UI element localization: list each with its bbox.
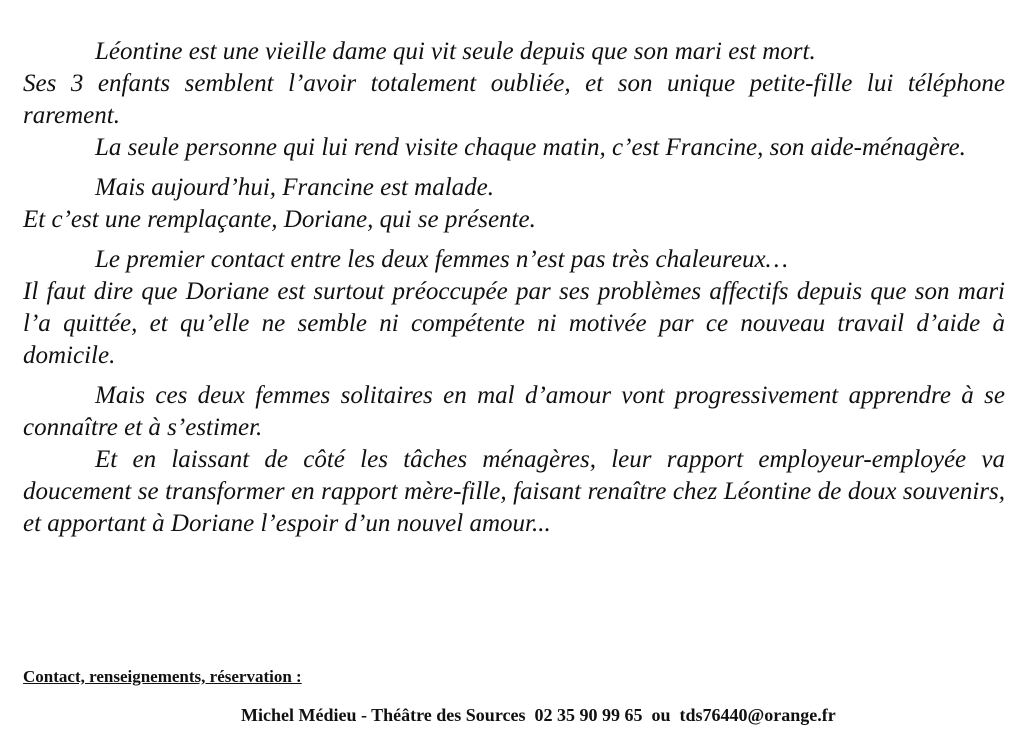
- paragraph-8: Mais ces deux femmes solitaires en mal d’amour vont progressivement apprendre à se connaître et à s’estimer.: [23, 382, 1005, 441]
- paragraph-7: Il faut dire que Doriane est surtout préoccupée par ses problèmes affectifs depuis que son mari l’a quittée, et qu’elle ne semble ni compétente ni motivée par ce nouveau travail d’aide à domicile.: [23, 278, 1005, 369]
- story-text: [23, 36, 1005, 540]
- contact-details: Michel Médieu - Théâtre des Sources 02 35 90 99 65 ou tds76440@orange.fr: [241, 705, 836, 725]
- paragraph-9: Et en laissant de côté les tâches ménagères, leur rapport employeur-employée va doucement se transformer en rapport mère-fille, faisant renaître chez Léontine de doux souvenirs, et apportant à Doriane l’espoir d’un nouvel amour...: [23, 446, 1005, 537]
- paragraph-6: Le premier contact entre les deux femmes n’est pas très chaleureux…: [95, 246, 788, 273]
- paragraph-1: Léontine est une vieille dame qui vit seule depuis que son mari est mort.: [95, 38, 816, 65]
- paragraph-4: Mais aujourd’hui, Francine est malade.: [95, 174, 495, 201]
- paragraph-3: La seule personne qui lui rend visite chaque matin, c’est Francine, son aide-ménagère.: [95, 134, 966, 161]
- paragraph-5: Et c’est une remplaçante, Doriane, qui se présente.: [23, 206, 536, 233]
- contact-heading: Contact, renseignements, réservation :: [23, 667, 302, 686]
- paragraph-2: Ses 3 enfants semblent l’avoir totalement oubliée, et son unique petite-fille lui téléphone rarement.: [23, 70, 1005, 129]
